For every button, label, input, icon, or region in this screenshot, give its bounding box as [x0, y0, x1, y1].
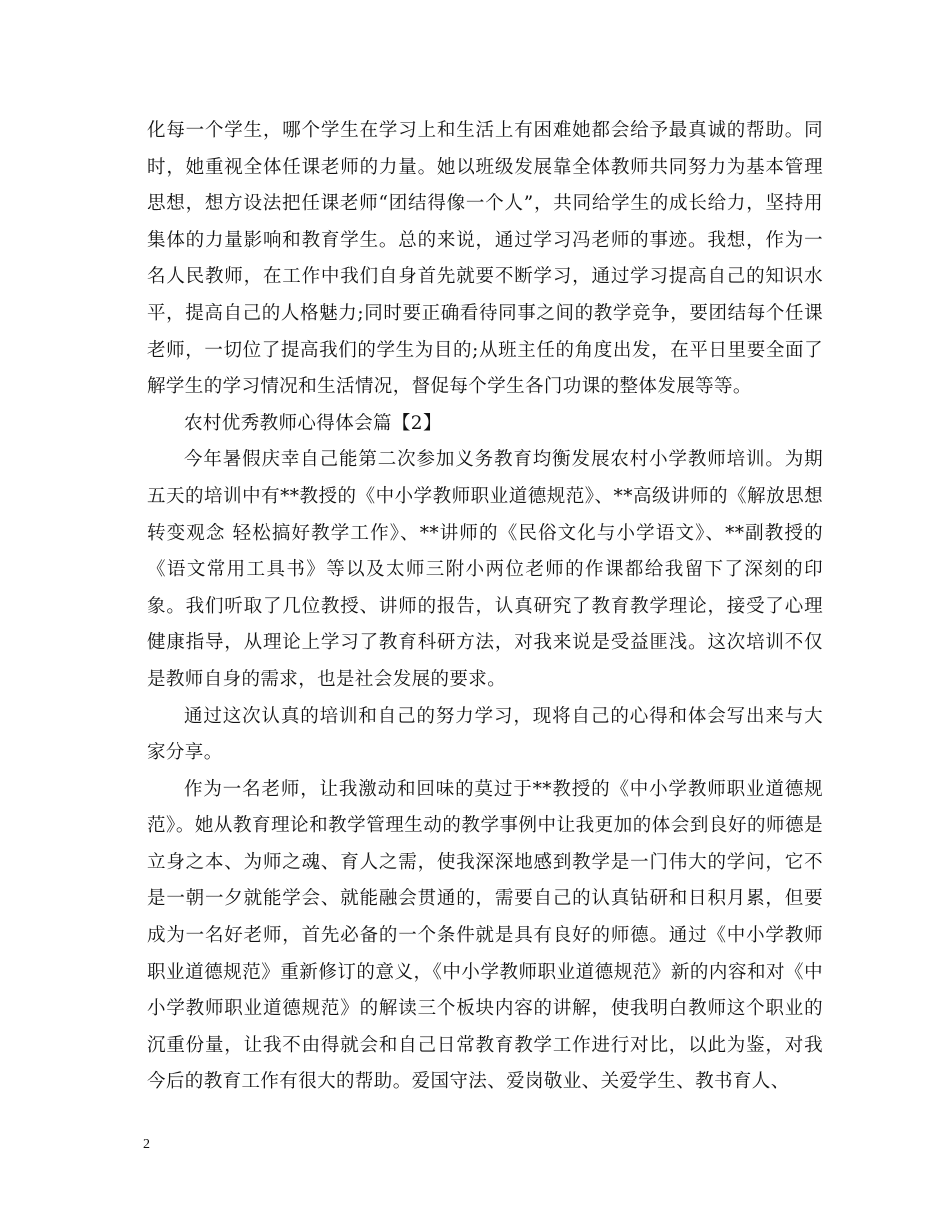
paragraph: 今年暑假庆幸自己能第二次参加义务教育均衡发展农村小学教师培训。为期五天的培训中有**教授的《中小学教师职业道德规范》、**高级讲师的《解放思想转变观念 轻松搞好教学工作》、**讲师的《民俗文化与小学语文》、**副教授的《语文常用工具书》等以及太师三附小两位老师的作课都给我留下了深刻的印象。我们听取了几位教授、讲师的报告，认真研究了教育教学理论，接受了心理健康指导，从理论上学习了教育科研方法，对我来说是受益匪浅。这次培训不仅是教师自身的需求，也是社会发展的要求。	[147, 449, 823, 690]
paragraph-continuation: 化每一个学生，哪个学生在学习上和生活上有困难她都会给予最真诚的帮助。同时，她重视全体任课老师的力量。她以班级发展靠全体教师共同努力为基本管理思想，想方设法把任课老师“团结得像一个人”，共同给学生的成长给力，坚持用集体的力量影响和教育学生。总的来说，通过学习冯老师的事迹。我想，作为一名人民教师，在工作中我们自身首先就要不断学习，通过学习提高自己的知识水平，提高自己的人格魅力;同时要正确看待同事之间的教学竞争，要团结每个任课老师，一切位了提高我们的学生为目的;从班主任的角度出发，在平日里要全面了解学生的学习情况和生活情况，督促每个学生各门功课的整体发展等等。	[147, 120, 823, 398]
page-number: 2	[143, 1137, 150, 1152]
document-body	[147, 113, 823, 1101]
paragraph: 通过这次认真的培训和自己的努力学习，现将自己的心得和体会写出来与大家分享。	[147, 705, 823, 764]
paragraph: 作为一名老师，让我激动和回味的莫过于**教授的《中小学教师职业道德规范》。她从教育理论和教学管理生动的教学事例中让我更加的体会到良好的师德是立身之本、为师之魂、育人之需，使我深深地感到教学是一门伟大的学问，它不是一朝一夕就能学会、就能融会贯通的，需要自己的认真钻研和日积月累，但要成为一名好老师，首先必备的一个条件就是具有良好的师德。通过《中小学教师职业道德规范》重新修订的意义，《中小学教师职业道德规范》新的内容和对《中小学教师职业道德规范》的解读三个板块内容的讲解，使我明白教师这个职业的沉重份量，让我不由得就会和自己日常教育教学工作进行对比，以此为鉴，对我今后的教育工作有很大的帮助。爱国守法、爱岗敬业、关爱学生、教书育人、	[147, 778, 823, 1093]
section-heading: 农村优秀教师心得体会篇【2】	[184, 412, 442, 434]
